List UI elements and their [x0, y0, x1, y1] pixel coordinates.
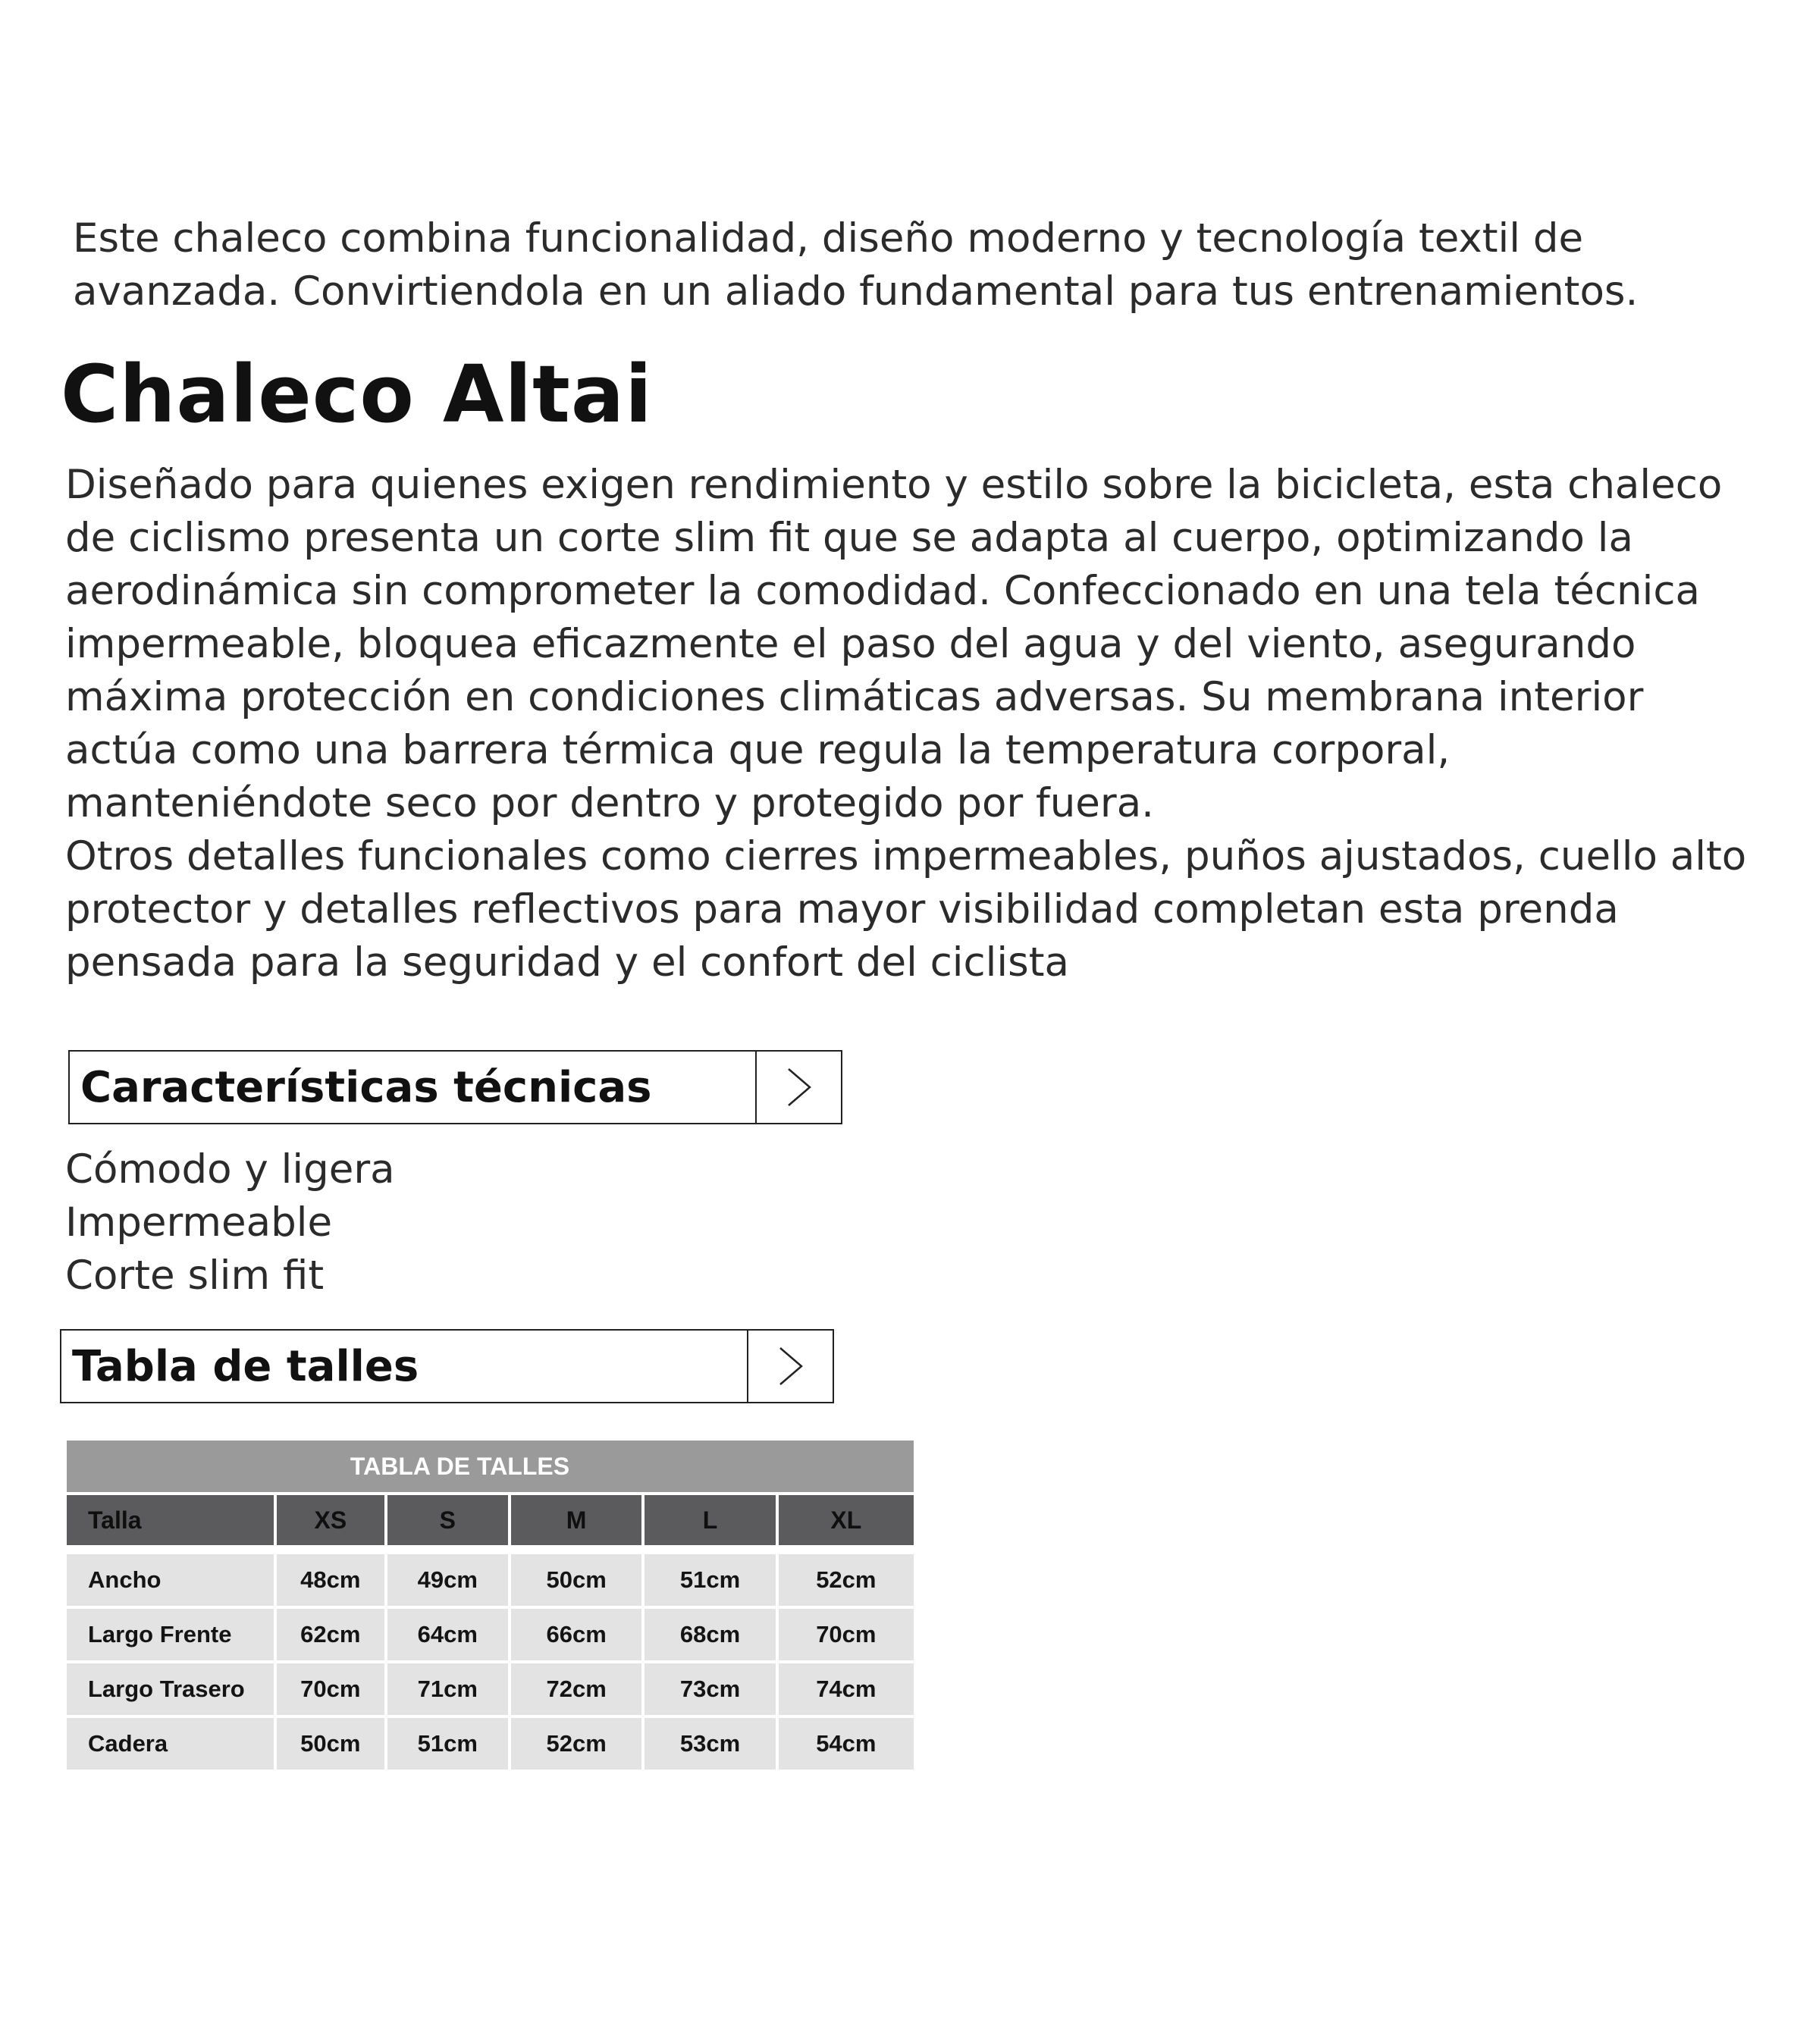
table-row: [67, 1609, 914, 1660]
table-header-cell: XS: [277, 1495, 384, 1545]
table-cell: 50cm: [277, 1718, 384, 1770]
list-item: Impermeable: [65, 1199, 333, 1246]
table-cell: 51cm: [387, 1718, 508, 1770]
table-header-row: [67, 1495, 914, 1545]
table-cell: 72cm: [511, 1663, 641, 1715]
table-cell: 70cm: [277, 1663, 384, 1715]
table-cell: 49cm: [387, 1554, 508, 1606]
features-list: [65, 1143, 395, 1303]
table-row: [67, 1663, 914, 1715]
table-cell: Cadera: [67, 1718, 274, 1770]
chevron-right-icon: [776, 1345, 806, 1387]
table-cell: 51cm: [645, 1554, 775, 1606]
table-cell: 48cm: [277, 1554, 384, 1606]
table-cell: 73cm: [645, 1663, 775, 1715]
table-cell: 62cm: [277, 1609, 384, 1660]
chevron-right-icon: [784, 1066, 814, 1108]
table-cell: 50cm: [511, 1554, 641, 1606]
table-header-cell: Talla: [67, 1495, 274, 1545]
sizes-accordion-label: Tabla de talles: [72, 1341, 419, 1391]
table-cell: 70cm: [779, 1609, 914, 1660]
list-item: Corte slim fit: [65, 1252, 325, 1299]
table-row: [67, 1718, 914, 1770]
sizes-accordion[interactable]: [60, 1329, 834, 1403]
size-table-title: TABLA DE TALLES: [67, 1441, 914, 1492]
table-cell: 52cm: [511, 1718, 641, 1770]
table-cell: 64cm: [387, 1609, 508, 1660]
size-table: [67, 1441, 914, 1770]
table-cell: 52cm: [779, 1554, 914, 1606]
description-paragraph: Otros detalles funcionales como cierres impermeables, puños ajustados, cuello alto protector y detalles reflectivos para mayor visibilidad completan esta prenda pensada para la seguridad y el confort del ciclista: [65, 833, 1747, 986]
description-paragraph: Diseñado para quienes exigen rendimiento y estilo sobre la bicicleta, esta chaleco de ciclismo presenta un corte slim fit que se adapta al cuerpo, optimizando la aerodinámica sin comprometer la comodidad. Confeccionado en una tela técnica impermeable, bloquea eficazmente el paso del agua y del viento, asegurando máxima protección en condiciones climáticas adversas. Su membrana interior actúa como una barrera térmica que regula la temperatura corporal, manteniéndote seco por dentro y protegido por fuera.: [65, 462, 1723, 826]
intro-text: Este chaleco combina funcionalidad, diseño moderno y tecnología textil de avanzada. Convirtiendola en un aliado fundamental para tus entrenamientos.: [73, 215, 1639, 315]
table-cell: Ancho: [67, 1554, 274, 1606]
product-description: [65, 459, 1764, 989]
table-cell: 71cm: [387, 1663, 508, 1715]
table-cell: 74cm: [779, 1663, 914, 1715]
table-cell: 53cm: [645, 1718, 775, 1770]
table-header-cell: XL: [779, 1495, 914, 1545]
table-header-cell: S: [387, 1495, 508, 1545]
sizes-accordion-toggle[interactable]: [747, 1331, 833, 1402]
table-cell: Largo Trasero: [67, 1663, 274, 1715]
features-accordion-toggle[interactable]: [755, 1052, 841, 1123]
table-cell: 54cm: [779, 1718, 914, 1770]
table-cell: 66cm: [511, 1609, 641, 1660]
table-row: [67, 1554, 914, 1606]
features-accordion-label: Características técnicas: [80, 1062, 652, 1112]
list-item: Cómodo y ligera: [65, 1146, 395, 1193]
table-header-cell: M: [511, 1495, 641, 1545]
table-cell: Largo Frente: [67, 1609, 274, 1660]
table-cell: 68cm: [645, 1609, 775, 1660]
page-title: Chaleco Altai: [61, 348, 653, 440]
features-accordion[interactable]: [68, 1050, 842, 1124]
table-header-cell: L: [645, 1495, 775, 1545]
